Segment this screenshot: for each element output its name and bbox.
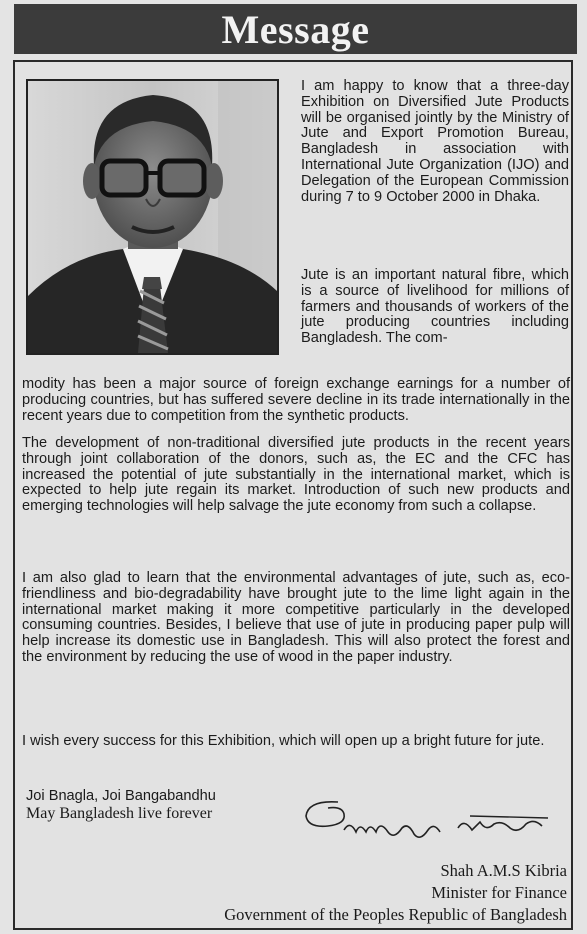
paragraph-jute-fibre-cont: modity has been a major source of foreign exchange earnings for a number of producing countries, but has suffered severe decline in its trade internationally in the recent years due to competition from the synthetic products.: [22, 376, 570, 424]
signatory-name: Shah A.M.S Kibria: [440, 861, 567, 880]
paragraph-wishes: I wish every success for this Exhibition, which will open up a bright future for jute.: [22, 733, 545, 749]
signatory-organization: Government of the Peoples Republic of Bangladesh: [224, 905, 567, 924]
paragraph-jute-fibre: Jute is an important natural fibre, which is a source of livelihood for millions of farmers and thousands of workers of the jute producing countries including Bangladesh. The com-: [301, 267, 569, 347]
closing-slogans: [26, 788, 216, 822]
slogan-line-2: May Bangladesh live forever: [26, 805, 213, 822]
header-bar: [14, 4, 577, 54]
paragraph-intro: I am happy to know that a three-day Exhibition on Diversified Jute Products will be organised jointly by the Ministry of Jute and Export Promotion Bureau, Bangladesh in association with International Jute Organization (IJO) and Delegation of the European Commission during 7 to 9 October 2000 in Dhaka.: [301, 78, 569, 205]
paragraph-diversified-products: The development of non-traditional diversified jute products in the recent years through joint collaboration of the donors, such as, the EC and the CFC has increased the potential of jute substantially in the international market, which is expected to help jute regain its market. Introduction of such new products and emerging technologies will help salvage the jute economy from such a collapse.: [22, 435, 570, 515]
slogan-line-1: Joi Bnagla, Joi Bangabandhu: [26, 788, 216, 804]
portrait-icon: [28, 81, 277, 353]
signatory-title: Minister for Finance: [431, 883, 567, 902]
signatory-block: [224, 860, 567, 926]
paragraph-environment: I am also glad to learn that the environmental advantages of jute, such as, eco-friendliness and bio-degradability have brought jute to the lime light again in the international market making it more competitive particularly in the developed consuming countries. Besides, I believe that use of jute in producing paper pulp will help increase its domestic use in Bangladesh. This will also protect the forest and the environment by reducing the use of wood in the paper industry.: [22, 570, 570, 665]
page-title: Message: [221, 6, 370, 52]
portrait-photo: [26, 79, 279, 355]
handwritten-signature: [298, 792, 560, 854]
